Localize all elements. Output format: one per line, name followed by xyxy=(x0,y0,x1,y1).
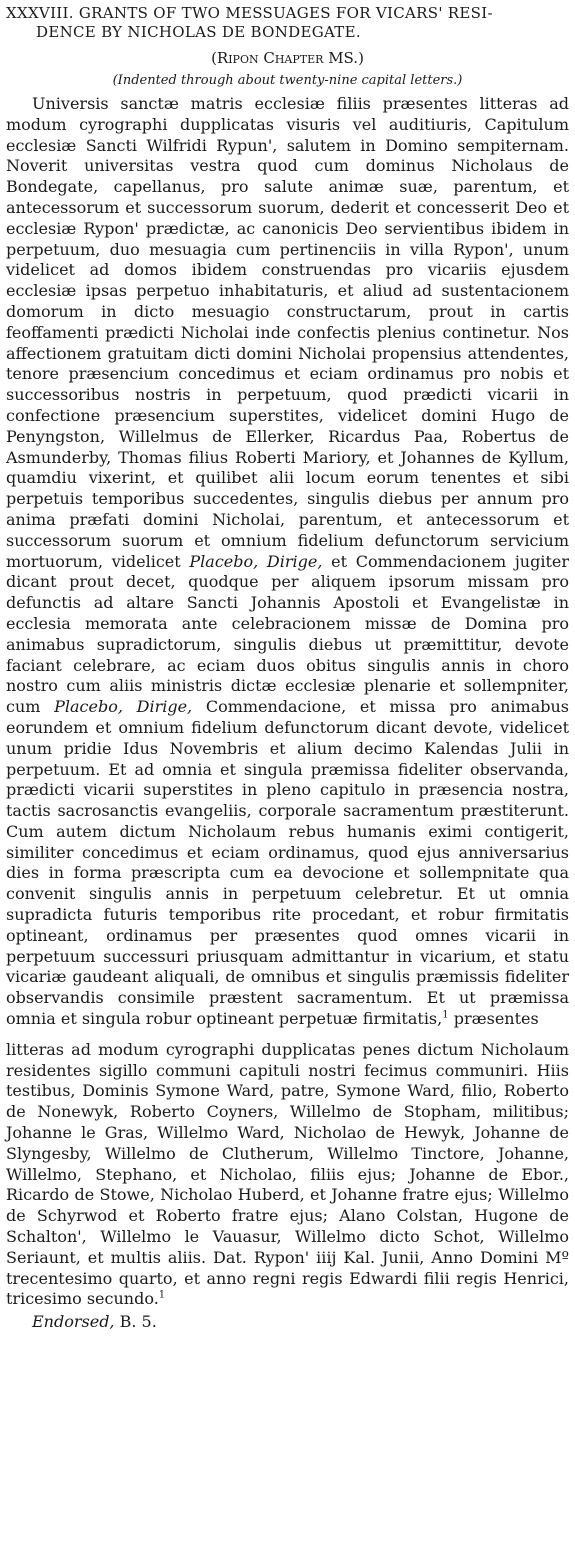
liturgy-reference-1: Placebo, Dirige, xyxy=(189,551,323,571)
endorsement-value: B. 5. xyxy=(114,1312,157,1332)
footnote-marker-1: 1 xyxy=(442,1009,449,1021)
charter-text-part-a: Universis sanctæ matris ecclesiæ filiis præsentes litteras ad modum cyrographi dupplicatas visuris vel auditiuris, Capitulum ecclesiæ Sancti Wilfridi Rypun', salutem in Domino sempiternam. Noverit universitas vestra quod cum dominus Nicholaus de Bondegate, capellanus, pro salute animæ suæ, parentum, et antecessorum et successorum suorum, dederit et concesserit Deo et ecclesiæ Rypon' prædictæ, ac canonicis Deo servientibus ibidem in perpetuum, duo mesuagia cum pertinenciis in villa Rypon', unum videlicet ad domos ibidem construendas pro vicariis ejusdem ecclesiæ ipsas perpetuo inhabitaturis, et aliud ad sustentacionem domorum in dicto mesuagio constructarum, prout in cartis feoffamenti prædicti Nicholai inde confectis plenius continetur. Nos affectionem gratuitam dicti domini Nicholai propensius attendentes, tenore præsencium concedimus et eciam ordinamus pro nobis et successoribus nostris in perpetuum, quod prædicti vicarii in confectione præsencium superstites, videlicet domini Hugo de Penyngston, Willelmus de Ellerker, Ricardus Paa, Robertus de Asmunderby, Thomas filius Roberti Mariory, et Johannes de Kyllum, quamdiu vixerint, et quilibet alii locum eorum tenentes et sibi perpetuis temporibus succedentes, singulis diebus per annum pro anima præfati domini Nicholai, parentum, et antecessorum et successorum suorum et omnium fidelium defunctorum servicium mortuorum, videlicet xyxy=(6,94,569,571)
charter-text-part-c: Commendacione, et missa pro animabus eorundem et omnium fidelium defunctorum dicant devote, videlicet unum pridie Idus Novembris et alium decimo Kalendas Julii in perpetuum. Et ad omnia et singula præmissa fideliter observanda, prædicti vicarii superstites in pleno capitulo in præsencia nostra, tactis sacrosanctis evangeliis, corporale sacramentum præstiterunt. Cum autem dictum Nicholaum rebus humanis eximi contigerit, similiter concedimus et eciam ordinamus, quod ejus anniversarius dies in forma præscripta cum ea devocione et sollempnitate qua convenit singulis annis in perpetuum celebretur. Et ut omnia supradicta futuris temporibus rite procedant, et robur firmitatis optineant, ordinamus per præsentes quod omnes vicarii in perpetuum successuri priusquam admittantur in vicarium, et statu vicariæ gaudeant aliquali, de omnibus et singulis præmissis fideliter observandis consimile præstent sacramentum. Et ut præmissa omnia et singula robur optineant perpetuæ firmitatis, xyxy=(6,697,570,1029)
liturgy-reference-2: Placebo, Dirige, xyxy=(54,697,193,717)
charter-text xyxy=(6,94,569,1310)
heading-line-1: XXXVIII. GRANTS OF TWO MESSUAGES FOR VICARS' RESI- xyxy=(6,4,493,22)
charter-text-part-b: et Commendacionem jugiter dicant prout decet, quodque per aliquem ipsorum missam pro defunctis ad altare Sancti Johannis Apostoli et Evangelistæ in ecclesia memorata ante celebracionem missæ de Domina pro animabus supradictorum, singulis diebus ut præmittitur, devote faciant celebrare, ac eciam duos obitus singulis annis in choro nostro cum aliis ministris dictæ ecclesiæ plenarie et sollempniter, cum xyxy=(6,551,569,717)
endorsement-label: Endorsed, xyxy=(32,1312,115,1332)
heading-line-2: DENCE BY NICHOLAS DE BONDEGATE. xyxy=(36,23,361,41)
charter-paragraph-1 xyxy=(6,94,569,1030)
document-heading xyxy=(6,4,569,42)
charter-paragraph-2 xyxy=(6,1040,569,1310)
editorial-note: (Indented through about twenty-nine capital letters.) xyxy=(112,73,463,88)
endorsement-line xyxy=(32,1312,569,1332)
charter-text-part-d: præsentes xyxy=(448,1009,539,1029)
witness-list-text: litteras ad modum cyrographi dupplicatas penes dictum Nicholaum residentes sigillo communi capituli nostri fecimus communiri. Hiis testibus, Dominis Symone Ward, patre, Symone Ward, filio, Roberto de Nonewyk, Roberto Coyners, Willelmo de Stopham, militibus; Johanne le Gras, Willelmo Ward, Nicholao de Hewyk, Johanne de Slyngesby, Willelmo de Clutherum, Willelmo Tinctore, Johanne, Willelmo, Stephano, et Nicholao, filiis ejus; Johanne de Ebor., Ricardo de Stowe, Nicholao Huberd, et Johanne fratre ejus; Willelmo de Schyrwod et Roberto fratre ejus; Alano Colstan, Hugone de Schalton', Willelmo le Vauasur, Willelmo dicto Schot, Willelmo Seriaunt, et multis aliis. Dat. Rypon' iiij Kal. Junii, Anno Domini Mº trecentesimo quarto, et anno regni regis Edwardi filii regis Henrici, tricesimo secundo. xyxy=(6,1039,569,1309)
source-citation: (Ripon Chapter MS.) xyxy=(211,49,364,67)
footnote-marker-2: 1 xyxy=(158,1290,166,1302)
